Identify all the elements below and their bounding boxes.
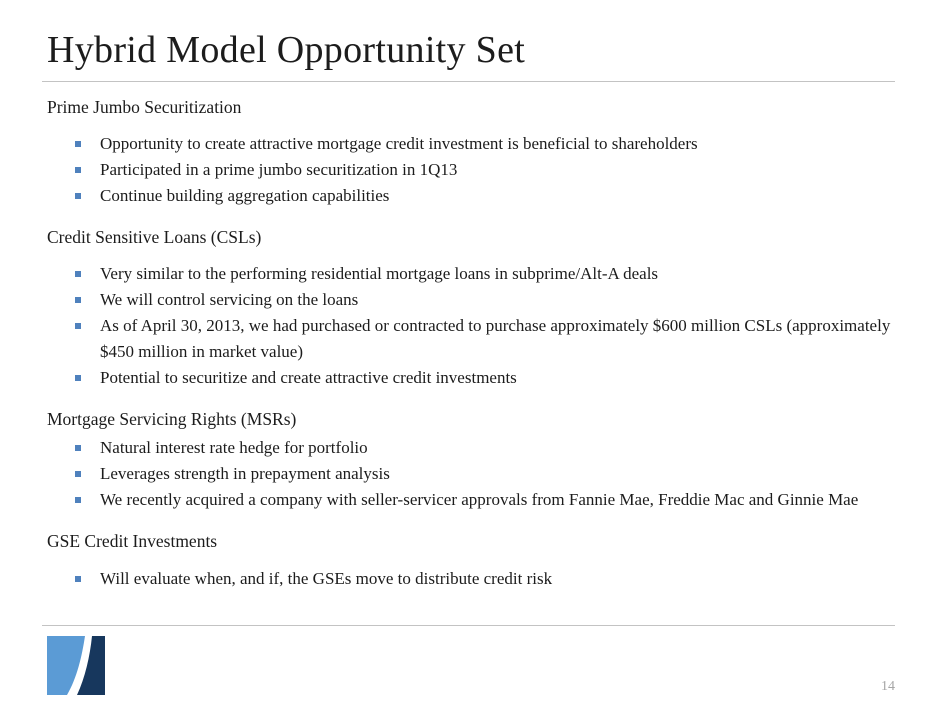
square-bullet-icon — [75, 497, 81, 503]
bullet-item — [47, 261, 895, 287]
content-section — [47, 226, 895, 391]
bullet-list — [47, 261, 895, 391]
square-bullet-icon — [75, 471, 81, 477]
content-section — [47, 408, 895, 513]
square-bullet-icon — [75, 323, 81, 329]
bullet-item — [47, 566, 895, 592]
bullet-text: Opportunity to create attractive mortgage credit investment is beneficial to shareholders — [100, 134, 698, 153]
two-tone-swoosh-logo-icon — [47, 636, 105, 695]
bullet-item — [47, 157, 895, 183]
bullet-item — [47, 183, 895, 209]
square-bullet-icon — [75, 271, 81, 277]
bullet-text: As of April 30, 2013, we had purchased or contracted to purchase approximately $600 million CSLs (approximately $450 million in market value) — [100, 316, 891, 361]
bullet-text: Very similar to the performing residential mortgage loans in subprime/Alt-A deals — [100, 264, 659, 283]
square-bullet-icon — [75, 193, 81, 199]
bullet-item — [47, 487, 895, 513]
bullet-list — [47, 131, 895, 209]
square-bullet-icon — [75, 445, 81, 451]
bullet-item — [47, 435, 895, 461]
section-heading: Credit Sensitive Loans (CSLs) — [47, 227, 262, 247]
bullet-text: We will control servicing on the loans — [100, 290, 359, 309]
slide-header — [0, 0, 940, 82]
content-section — [47, 96, 895, 209]
bullet-item — [47, 131, 895, 157]
title-divider — [42, 81, 895, 82]
slide-body — [0, 96, 940, 592]
bullet-text: Continue building aggregation capabilities — [100, 186, 390, 205]
square-bullet-icon — [75, 576, 81, 582]
bullet-text: Participated in a prime jumbo securitization in 1Q13 — [100, 160, 458, 179]
slide-title: Hybrid Model Opportunity Set — [47, 29, 526, 71]
bullet-text: Will evaluate when, and if, the GSEs move to distribute credit risk — [100, 569, 553, 588]
bullet-list — [47, 566, 895, 592]
bullet-text: We recently acquired a company with seller-servicer approvals from Fannie Mae, Freddie Mac and Ginnie Mae — [100, 490, 859, 509]
square-bullet-icon — [75, 141, 81, 147]
square-bullet-icon — [75, 375, 81, 381]
section-heading: Prime Jumbo Securitization — [47, 97, 242, 117]
section-heading: GSE Credit Investments — [47, 531, 218, 551]
bullet-item — [47, 287, 895, 313]
bullet-item — [47, 313, 895, 365]
content-section — [47, 530, 895, 592]
page-number: 14 — [881, 679, 895, 694]
company-logo — [47, 636, 105, 695]
bullet-text: Natural interest rate hedge for portfolio — [100, 438, 368, 457]
square-bullet-icon — [75, 297, 81, 303]
bullet-list — [47, 435, 895, 513]
bullet-item — [47, 461, 895, 487]
footer-divider — [42, 625, 895, 626]
section-heading: Mortgage Servicing Rights (MSRs) — [47, 409, 297, 429]
square-bullet-icon — [75, 167, 81, 173]
bullet-text: Potential to securitize and create attractive credit investments — [100, 368, 517, 387]
bullet-text: Leverages strength in prepayment analysis — [100, 464, 390, 483]
bullet-item — [47, 365, 895, 391]
